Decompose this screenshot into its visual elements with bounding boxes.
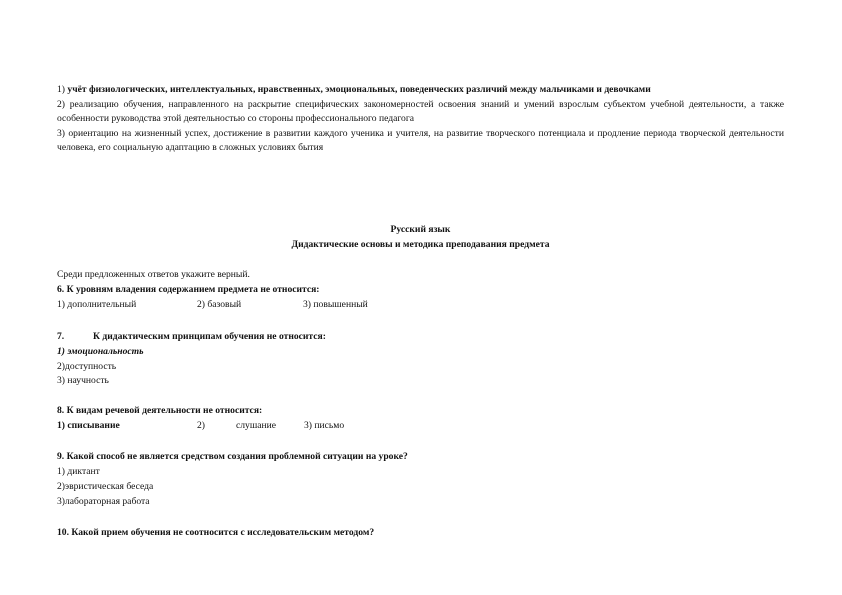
q9-option-3: 3)лабораторная работа xyxy=(57,496,150,507)
question-6-options xyxy=(57,298,368,312)
q8-option-1: 1) списывание xyxy=(57,420,120,431)
intro-list xyxy=(57,83,784,156)
intro-item-1 xyxy=(57,83,784,98)
document-page xyxy=(57,0,784,595)
section-title: Русский язык xyxy=(390,224,451,235)
q6-option-3: 3) повышенный xyxy=(303,299,368,310)
instruction: Среди предложенных ответов укажите верный. xyxy=(57,269,250,280)
question-7 xyxy=(57,330,326,344)
section-subtitle: Дидактические основы и методика преподавания предмета xyxy=(291,239,550,250)
question-6: 6. К уровням владения содержанием предмета не относится: xyxy=(57,284,320,295)
question-8-options xyxy=(57,419,344,433)
q7-option-3: 3) научность xyxy=(57,375,109,386)
question-10: 10. Какой прием обучения не соотносится с исследовательским методом? xyxy=(57,527,375,538)
q6-option-1: 1) дополнительный xyxy=(57,299,137,310)
question-7-text: К дидактическим принципам обучения не относится: xyxy=(93,331,326,342)
intro-item-2: 2) реализацию обучения, направленного на раскрытие специфических закономерностей освоения знаний и умений взрослым субъектом учебной деятельности, а также особенности руководства этой деятельностью со стороны профессионального педагога xyxy=(57,98,784,125)
q7-option-2: 2)доступность xyxy=(57,361,117,372)
question-7-number: 7. xyxy=(57,331,65,342)
q8-option-3: 3) письмо xyxy=(304,420,345,431)
question-8: 8. К видам речевой деятельности не относится: xyxy=(57,405,263,416)
question-9: 9. Какой способ не является средством создания проблемной ситуации на уроке? xyxy=(57,451,408,462)
q8-option-2-text: слушание xyxy=(236,420,277,431)
q7-option-1: 1) эмоциональность xyxy=(57,346,144,357)
intro-item-1-text: учёт физиологических, интеллектуальных, нравственных, эмоциональных, поведенческих различий между мальчиками и девочками xyxy=(67,84,651,95)
intro-item-3: 3) ориентацию на жизненный успех, достижение в развитии каждого ученика и учителя, на развитие творческого потенциала и продление периода творческой деятельности человека, его социальную адаптацию в сложных условиях бытия xyxy=(57,127,784,154)
q8-option-2-number: 2) xyxy=(197,420,205,431)
q6-option-2: 2) базовый xyxy=(197,299,242,310)
q9-option-1: 1) диктант xyxy=(57,466,100,477)
q9-option-2: 2)эвристическая беседа xyxy=(57,481,154,492)
intro-item-1-number: 1) xyxy=(57,84,65,95)
